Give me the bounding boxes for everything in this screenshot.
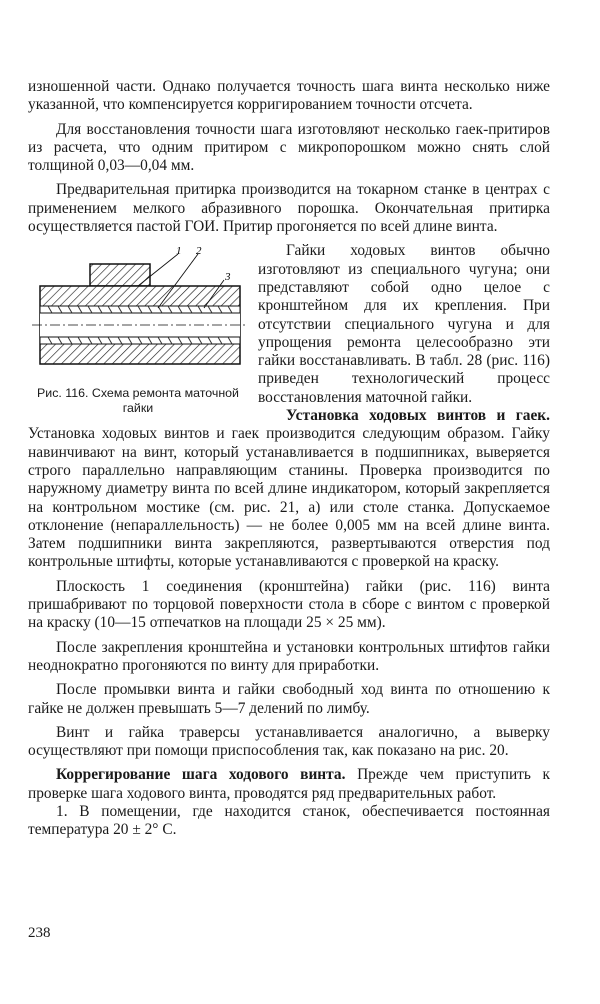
section-heading: Коррегирование шага ходового винта. [56,766,346,784]
nut-wall-bottom [40,344,240,364]
label-2: 2 [196,245,202,258]
label-1: 1 [176,245,182,258]
figure-section [28,236,550,571]
figure-caption: Рис. 116. Схема ремонта маточной гайки [37,386,239,416]
section-heading: Установка ходовых винтов и гаек. [286,407,550,425]
paragraph: изношенной части. Однако получается точность шага винта несколько ниже указанной, что компенсируется корригированием точности отсчета. [28,78,550,114]
page-number: 238 [28,925,51,941]
nut-repair-diagram [28,244,248,384]
nut-wall-top [40,286,240,306]
paragraph: 1. В помещении, где находится станок, обеспечивается постоянная температура 20 ± 2° С. [28,802,550,839]
paragraph: После промывки винта и гайки свободный ход винта по отношению к гайке не должен превышать 5—7 делений по лимбу. [28,681,550,717]
label-3: 3 [225,271,231,284]
paragraph: Гайки ходовых винтов обычно изготовляют из специального чугуна; они представляют собой одно целое с кронштейном для их крепления. При отсутствии специального чугуна и для упрощения ремонта целесообразно эти гайки восстанавливать. В табл. 28 (рис. 116) приведен технологический процесс восстановления маточной гайки. [258,242,550,406]
paragraph-text: Установка ходовых винтов и гаек производится следующим образом. Гайку навинчивают на винт, который устанавливается в подшипниках, выверяется строго параллельно направляющим станины. Проверка производится по наружному диаметру винта по всей длине индикатором, который закрепляется на контрольном мостике (см. рис. 21, а) или столе станка. Допускаемое отклонение (непараллельность) — не более 0,005 мм на всей длине винта. Затем подшипники винта закрепляются, развертываются отверстия под контрольные штифты, которые устанавливаются с проверкой на краску. [28,425,550,571]
paragraph-text: Прежде чем приступить к проверке шага ходового винта, проводятся ряд предварительных работ. [28,766,550,802]
paragraph: После закрепления кронштейна и установки контрольных штифтов гайки неоднократно прогоняются по винту для приработки. [28,638,550,674]
paragraph: Для восстановления точности шага изготовляют несколько гаек-притиров из расчета, что одним притиром с микропорошком можно снять слой толщиной 0,03—0,04 мм. [28,120,550,175]
paragraph [28,766,550,803]
page-body [28,78,550,840]
paragraph [28,407,550,572]
paragraph: Винт и гайка траверсы устанавливается аналогично, а выверку осуществляют при помощи приспособления так, как показано на рис. 20. [28,723,550,760]
figure-116 [28,244,248,416]
paragraph: Предварительная притирка производится на токарном станке в центрах с применением мелкого абразивного порошка. Окончательная притирка осуществляется пастой ГОИ. Притир прогоняется по всей длине винта. [28,181,550,236]
paragraph: Плоскость 1 соединения (кронштейна) гайки (рис. 116) винта пришабривают по торцовой поверхности стола в сборе с винтом с проверкой на краску (10—15 отпечатков на площади 25 × 25 мм). [28,577,550,632]
bracket-shape [90,264,150,286]
